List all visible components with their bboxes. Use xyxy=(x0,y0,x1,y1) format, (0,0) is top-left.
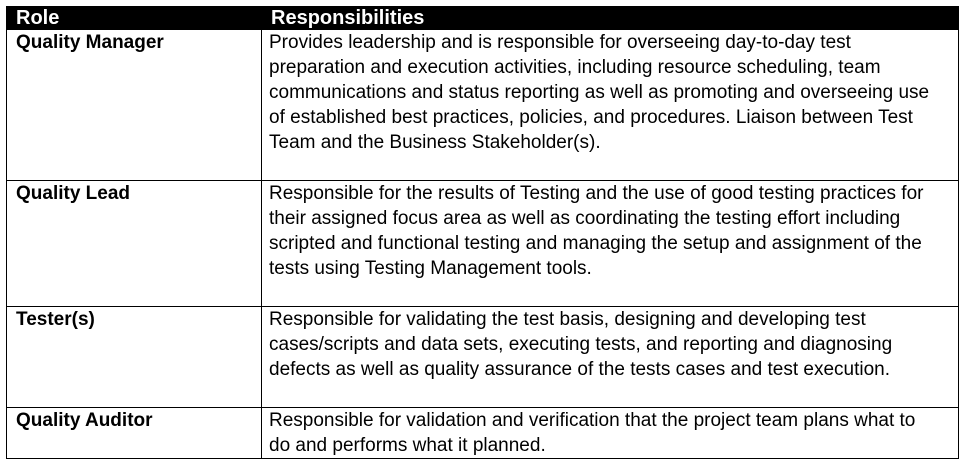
table-row xyxy=(7,307,959,408)
role-cell: Quality Lead xyxy=(7,181,262,307)
column-header-role: Role xyxy=(7,7,262,30)
column-header-responsibilities: Responsibilities xyxy=(262,7,959,30)
responsibility-cell: Provides leadership and is responsible for overseeing day-to-day test preparation and execution activities, including resource scheduling, team communications and status reporting as well as promoting and overseeing use of established best practices, policies, and procedures. Liaison between Test Team and the Business Stakeholder(s). xyxy=(262,30,959,181)
responsibility-cell: Responsible for the results of Testing and the use of good testing practices for their assigned focus area as well as coordinating the testing effort including scripted and functional testing and managing the setup and assignment of the tests using Testing Management tools. xyxy=(262,181,959,307)
role-cell: Quality Auditor xyxy=(7,408,262,459)
table-row xyxy=(7,181,959,307)
table-row xyxy=(7,30,959,181)
role-cell: Tester(s) xyxy=(7,307,262,408)
responsibility-cell: Responsible for validating the test basis, designing and developing test cases/scripts and data sets, executing tests, and reporting and diagnosing defects as well as quality assurance of the tests cases and test execution. xyxy=(262,307,959,408)
table-header-row xyxy=(7,7,959,30)
responsibility-cell: Responsible for validation and verification that the project team plans what to do and performs what it planned. xyxy=(262,408,959,459)
role-cell: Quality Manager xyxy=(7,30,262,181)
roles-responsibilities-table xyxy=(6,6,959,459)
table-row xyxy=(7,408,959,459)
